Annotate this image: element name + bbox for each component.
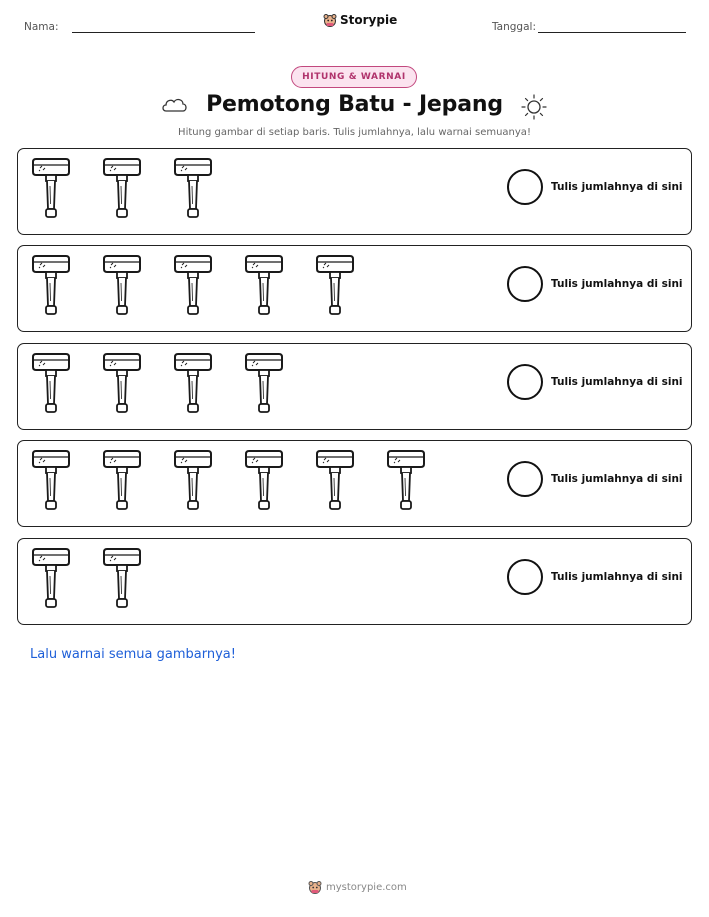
hammer-icon [30,351,72,417]
hammer-icon [314,448,356,514]
name-label: Nama: [24,21,59,33]
answer-circle[interactable] [507,364,543,400]
footer-brand [308,880,407,894]
counting-row [17,440,692,527]
hammer-icon [101,351,143,417]
answer-label: Tulis jumlahnya di sini [551,376,683,388]
hammer-group [30,253,385,319]
footer-site: mystorypie.com [326,881,407,893]
hammer-icon [385,448,427,514]
hammer-icon [101,156,143,222]
answer-label: Tulis jumlahnya di sini [551,571,683,583]
hammer-icon [243,351,285,417]
brand-logo [323,13,397,27]
answer-label: Tulis jumlahnya di sini [551,181,683,193]
date-line[interactable] [538,32,686,33]
counting-row [17,245,692,332]
worksheet-title: Pemotong Batu - Jepang [206,92,503,117]
hammer-icon [172,156,214,222]
sun-icon [520,93,548,121]
hammer-icon [101,546,143,612]
answer-label: Tulis jumlahnya di sini [551,278,683,290]
instructions: Hitung gambar di setiap baris. Tulis jumlahnya, lalu warnai semuanya! [178,127,531,138]
color-instruction: Lalu warnai semua gambarnya! [30,647,236,662]
hammer-icon [30,156,72,222]
hammer-group [30,546,172,612]
worksheet-header [0,0,709,50]
hammer-group [30,156,243,222]
counting-row [17,538,692,625]
hammer-icon [172,253,214,319]
hammer-group [30,448,456,514]
hammer-icon [243,253,285,319]
storypie-mascot-icon [308,880,322,894]
answer-circle[interactable] [507,461,543,497]
storypie-mascot-icon [323,13,337,27]
hammer-icon [101,253,143,319]
hammer-icon [30,253,72,319]
answer-circle[interactable] [507,266,543,302]
activity-badge: HITUNG & WARNAI [291,66,417,88]
hammer-group [30,351,314,417]
hammer-icon [30,448,72,514]
brand-name: Storypie [340,13,398,27]
hammer-icon [243,448,285,514]
hammer-icon [101,448,143,514]
hammer-icon [172,351,214,417]
answer-label: Tulis jumlahnya di sini [551,473,683,485]
counting-row [17,343,692,430]
date-label: Tanggal: [492,21,536,33]
hammer-icon [30,546,72,612]
hammer-icon [172,448,214,514]
answer-circle[interactable] [507,559,543,595]
counting-row [17,148,692,235]
name-line[interactable] [72,32,255,33]
answer-circle[interactable] [507,169,543,205]
hammer-icon [314,253,356,319]
